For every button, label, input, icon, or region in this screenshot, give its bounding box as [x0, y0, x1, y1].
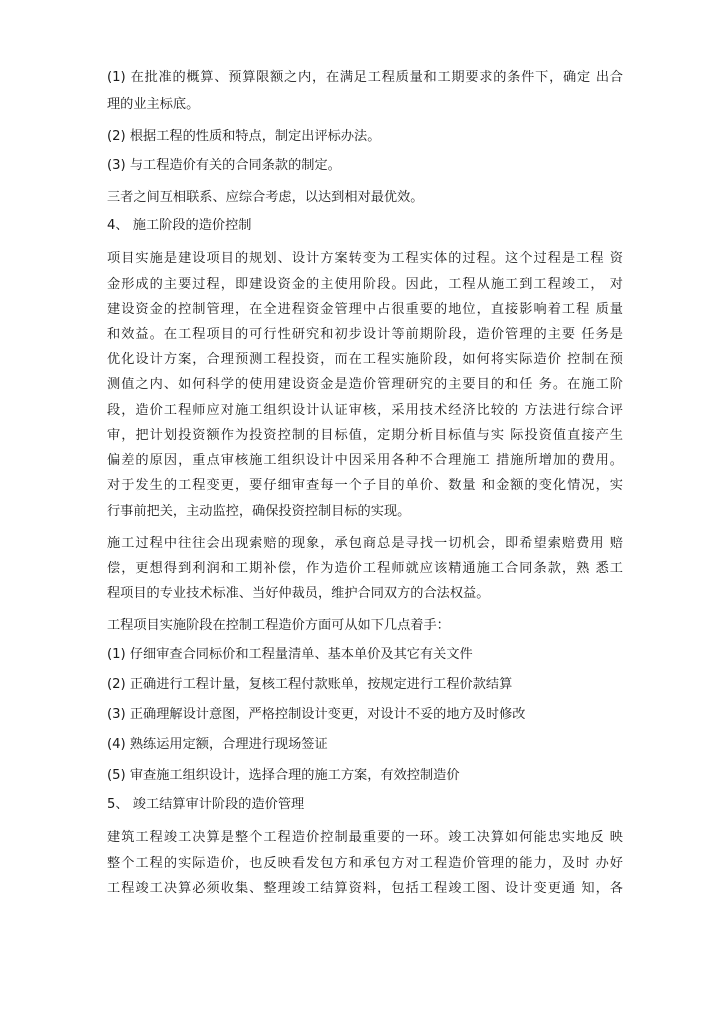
section-heading: 4、 施工阶段的造价控制	[107, 218, 252, 233]
text-line: 和效益。在工程项目的可行性研究和初步设计等前期阶段，造价管理的主要 任务是	[107, 327, 623, 342]
text-line: (1) 在批准的概算、预算限额之内，在满足工程质量和工期要求的条件下，确定 出合	[107, 70, 623, 85]
text-line: 整个工程的实际造价，也反映看发包方和承包方对工程造价管理的能力，及时 办好	[107, 856, 623, 871]
text-line: 优化设计方案，合理预测工程投资，而在工程实施阶段，如何将实际造价 控制在预	[107, 352, 623, 367]
text-line: 理的业主标底。	[107, 97, 200, 112]
text-line: 偿，更想得到利润和工期补偿，作为造价工程师就应该精通施工合同条款，熟 悉工	[107, 561, 623, 576]
section-heading: 5、 竣工结算审计阶段的造价管理	[107, 797, 305, 812]
text-line: 工程竣工决算必须收集、整理竣工结算资料，包括工程竣工图、设计变更通 知，各	[107, 881, 623, 896]
text-line: 施工过程中往往会出现索赔的现象，承包商总是寻找一切机会，即希望索赔费用 赔	[107, 536, 623, 551]
list-item: (1) 仔细审查合同标价和工程量清单、基本单价及其它有关文件	[107, 647, 473, 662]
text-line: 建筑工程竣工决算是整个工程造价控制最重要的一环。竣工决算如何能忠实地反 映	[107, 830, 623, 845]
text-line: 行事前把关，主动监控，确保投资控制目标的实现。	[107, 504, 411, 519]
list-item: (3) 与工程造价有关的合同条款的制定。	[107, 158, 341, 173]
list-item: (5) 审查施工组织设计，选择合理的施工方案，有效控制造价	[107, 768, 460, 783]
text-line: 金形成的主要过程，即建设资金的主使用阶段。因此，工程从施工到工程竣工， 对	[107, 277, 623, 292]
text-line: 段，造价工程师应对施工组织设计认证审核，采用技术经济比较的 方法进行综合评	[107, 403, 623, 418]
text-line: 工程项目实施阶段在控制工程造价方面可从如下几点着手：	[107, 618, 450, 633]
list-item: (4) 熟练运用定额，合理进行现场签证	[107, 737, 328, 752]
list-item: (2) 根据工程的性质和特点，制定出评标办法。	[107, 129, 381, 144]
text-line: 项目实施是建设项目的规划、设计方案转变为工程实体的过程。这个过程是工程 资	[107, 251, 623, 266]
list-item: (3) 正确理解设计意图，严格控制设计变更，对设计不妥的地方及时修改	[107, 707, 526, 722]
text-line: 测值之内、如何科学的使用建设资金是造价管理研究的主要目的和任 务。在施工阶	[107, 377, 623, 392]
text-line: 程项目的专业技术标准、当好仲裁员，维护合同双方的合法权益。	[107, 586, 490, 601]
text-line: 审，把计划投资额作为投资控制的目标值，定期分析目标值与实 际投资值直接产生	[107, 428, 623, 443]
text-line: 建设资金的控制管理，在全进程资金管理中占很重要的地位，直接影响着工程 质量	[107, 302, 623, 317]
text-line: 偏差的原因，重点审核施工组织设计中因采用各种不合理施工 措施所增加的费用。	[107, 453, 623, 468]
text-line: 三者之间互相联系、应综合考虑，以达到相对最优效。	[107, 190, 424, 205]
text-line: 对于发生的工程变更，要仔细审查每一个子目的单价、数量 和金额的变化情况，实	[107, 478, 623, 493]
list-item: (2) 正确进行工程计量，复核工程付款账单，按规定进行工程价款结算	[107, 677, 513, 692]
